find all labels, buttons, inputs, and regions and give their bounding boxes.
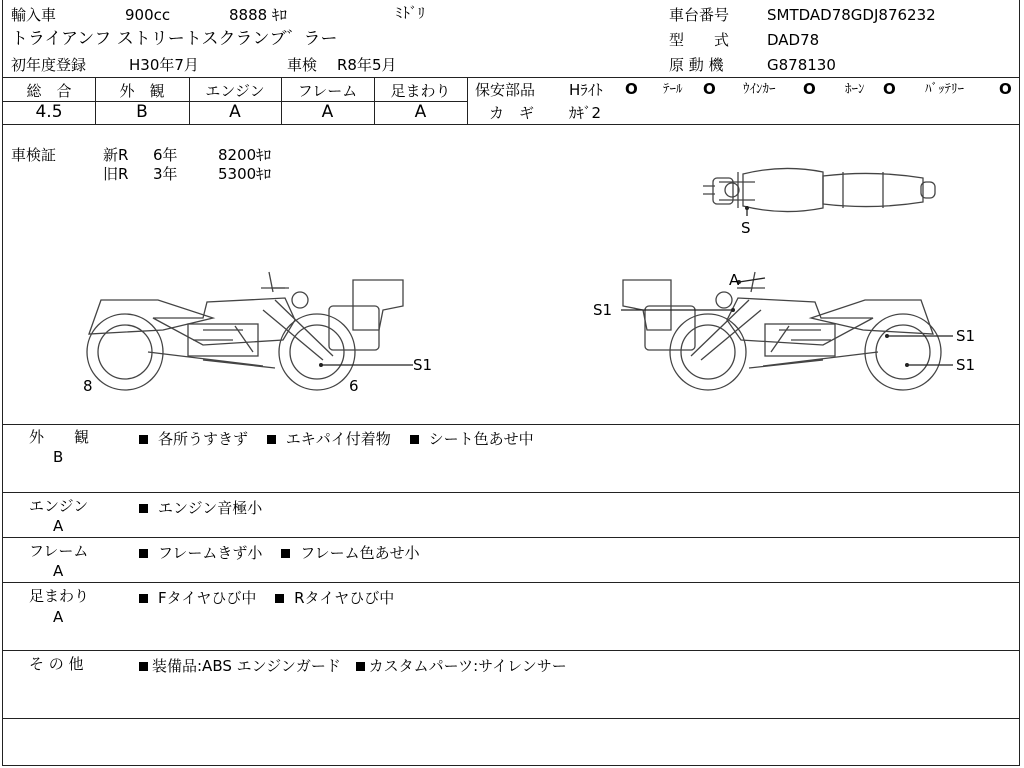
note-item: シート色あせ中 bbox=[428, 430, 534, 448]
note-item: 装備品:ABS エンジンガード bbox=[152, 657, 341, 675]
import-label: 輸入車 bbox=[11, 6, 57, 24]
cert-new-year: 6年 bbox=[153, 146, 178, 164]
first-reg-value: H30年7月 bbox=[129, 56, 199, 74]
divider bbox=[3, 650, 1019, 651]
color: ﾐﾄﾞﾘ bbox=[395, 4, 426, 22]
key-value: ｶｷﾞ2 bbox=[569, 104, 602, 122]
cert-label: 車検証 bbox=[11, 146, 57, 164]
right-mark-a: A bbox=[729, 271, 740, 289]
notes-other-items bbox=[139, 655, 567, 676]
note-item: Rタイヤひび中 bbox=[294, 589, 395, 607]
left-mark-s1: S1 bbox=[413, 356, 433, 374]
overall-value: 4.5 bbox=[35, 102, 63, 122]
engine-value: A bbox=[229, 102, 241, 122]
notes-engine-grade: A bbox=[53, 517, 64, 535]
model-code-value: DAD78 bbox=[767, 31, 820, 49]
engine-no-value: G878130 bbox=[767, 56, 836, 74]
inspection-label: 車検 bbox=[287, 56, 318, 74]
suspension-label: 足まわり bbox=[390, 82, 451, 100]
mileage: 8888 ｷﾛ bbox=[229, 6, 287, 24]
inspection-value: R8年5月 bbox=[337, 56, 397, 74]
cert-old-year: 3年 bbox=[153, 165, 178, 183]
top-mark-s: S bbox=[741, 219, 751, 237]
frame-no-label: 車台番号 bbox=[669, 6, 730, 24]
divider bbox=[3, 718, 1019, 719]
headlight-label: Hﾗｲﾄ bbox=[569, 81, 603, 99]
top-view-bike-icon bbox=[703, 168, 935, 211]
battery-ok: O bbox=[999, 80, 1012, 98]
displacement: 900cc bbox=[125, 6, 171, 24]
notes-other-label: そ の 他 bbox=[29, 655, 84, 673]
exterior-value: B bbox=[136, 102, 148, 122]
notes-frame-items bbox=[139, 542, 420, 563]
notes-exterior-grade: B bbox=[53, 448, 64, 466]
divider bbox=[3, 582, 1019, 583]
first-reg-label: 初年度登録 bbox=[11, 56, 87, 74]
frame-label: フレーム bbox=[297, 82, 358, 100]
left-mark-6: 6 bbox=[349, 377, 359, 395]
frame-value: A bbox=[321, 102, 334, 122]
notes-engine-label: エンジン bbox=[29, 497, 89, 515]
notes-suspension-label: 足まわり bbox=[29, 587, 90, 605]
divider bbox=[3, 492, 1019, 493]
battery-label: ﾊﾞｯﾃﾘｰ bbox=[925, 82, 964, 97]
notes-exterior-items bbox=[139, 428, 534, 449]
headlight-ok: O bbox=[625, 80, 638, 98]
notes-frame-grade: A bbox=[53, 562, 64, 580]
notes-suspension-grade: A bbox=[53, 608, 64, 626]
cert-new-label: 新R bbox=[103, 146, 129, 164]
engine-no-label: 原 動 機 bbox=[669, 56, 724, 74]
note-item: Fタイヤひび中 bbox=[158, 589, 257, 607]
notes-frame-label: フレーム bbox=[29, 542, 89, 560]
right-mark-s1-upper: S1 bbox=[956, 327, 976, 345]
note-item: エンジン音極小 bbox=[158, 499, 263, 517]
divider bbox=[3, 424, 1019, 425]
cert-new-km: 8200ｷﾛ bbox=[218, 146, 272, 164]
note-item: エキパイ付着物 bbox=[285, 430, 391, 448]
notes-exterior-label: 外 観 bbox=[29, 428, 90, 446]
suspension-value: A bbox=[414, 102, 427, 122]
horn-label: ﾎｰﾝ bbox=[845, 82, 865, 97]
cert-old-label: 旧R bbox=[103, 165, 129, 183]
model-name: トライアンフ ストリートスクランブ゛ラー bbox=[11, 29, 338, 49]
winker-ok: O bbox=[803, 80, 816, 98]
right-mark-s1-left: S1 bbox=[593, 301, 613, 319]
right-side-bike-icon bbox=[623, 272, 941, 390]
left-mark-8: 8 bbox=[83, 377, 93, 395]
notes-engine-items bbox=[139, 497, 262, 518]
winker-label: ｳｲﾝｶｰ bbox=[743, 82, 776, 97]
safety-label: 保安部品 bbox=[475, 81, 536, 99]
notes-suspension-items bbox=[139, 587, 394, 608]
divider bbox=[3, 537, 1019, 538]
frame-no-value: SMTDAD78GDJ876232 bbox=[767, 6, 936, 24]
horn-ok: O bbox=[883, 80, 896, 98]
note-item: カスタムパーツ:サイレンサー bbox=[368, 657, 567, 675]
inspection-sheet bbox=[2, 0, 1020, 766]
taillight-label: ﾃｰﾙ bbox=[663, 82, 683, 97]
key-label: カ ギ bbox=[489, 104, 535, 122]
note-item: フレームきず小 bbox=[158, 544, 263, 562]
note-item: 各所うすきず bbox=[158, 430, 249, 448]
exterior-label: 外 観 bbox=[119, 82, 165, 100]
taillight-ok: O bbox=[703, 80, 716, 98]
note-item: フレーム色あせ小 bbox=[300, 544, 420, 562]
engine-label: エンジン bbox=[205, 82, 265, 100]
cert-old-km: 5300ｷﾛ bbox=[218, 165, 272, 183]
left-side-bike-icon bbox=[87, 272, 403, 390]
overall-label: 総 合 bbox=[26, 82, 72, 100]
right-mark-s1-lower: S1 bbox=[956, 356, 976, 374]
damage-diagram bbox=[3, 0, 1021, 420]
model-code-label: 型 式 bbox=[669, 31, 730, 49]
